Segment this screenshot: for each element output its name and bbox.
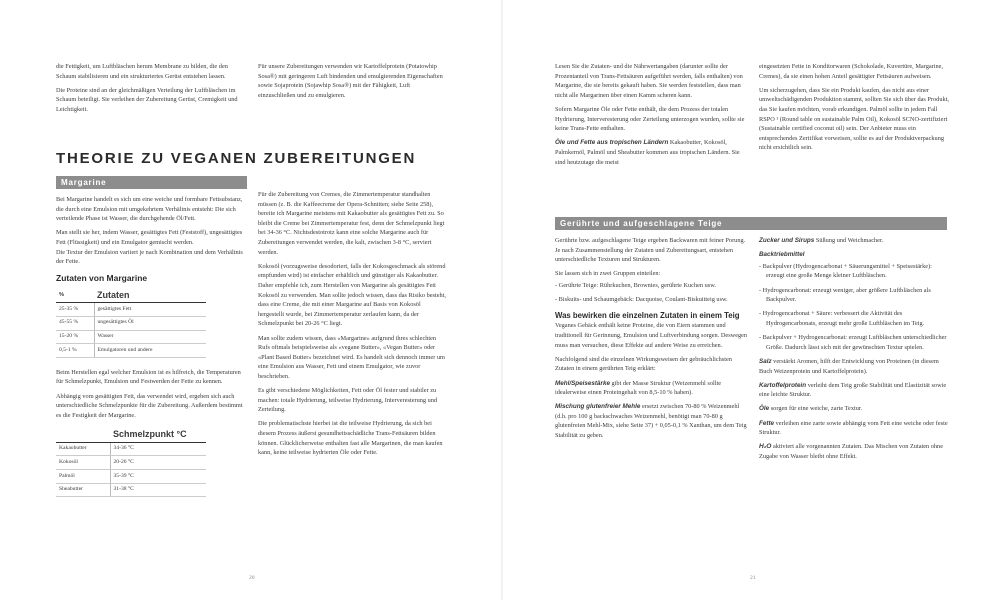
page-number: 20 bbox=[249, 575, 255, 581]
glutenfree-lead: Mischung glutenfreier Mehle bbox=[555, 403, 641, 411]
list-item: - Gerührte Teige: Rührkuchen, Brownies, gerührte Kuchen usw. bbox=[555, 281, 716, 289]
table-cell: gesättigtes Fett bbox=[94, 303, 206, 317]
paragraph bbox=[555, 379, 749, 398]
table-cell: 0,5-1 % bbox=[56, 344, 94, 358]
table-row bbox=[56, 316, 206, 330]
paragraph bbox=[759, 236, 951, 246]
paragraph bbox=[759, 381, 951, 400]
list-item: - Hydrogencarbonat + Säure: verbessert die Aktivität des Hydrogencarbonats, erzeugt mehr große Luftbläschen im Teig. bbox=[759, 310, 925, 327]
margarine-column-1 bbox=[56, 195, 249, 497]
paragraph: die Fettigkeit, um Luftbläschen herum Membrane zu bilden, die den Schaum stabilisieren und ein strukturiertes Gerüst entstehen lassen. bbox=[56, 63, 228, 80]
table-cell: Kakaobutter bbox=[56, 442, 110, 456]
paragraph: Lesen Sie die Zutaten- und die Nährwertangaben (darunter sollte der Prozentanteil von Trans-Fettsäuren aufgeführt werden, falls enthalten) von Margarine, die sie bereits gekauft haben. Sie werden feststellen, dass man nicht alle Margarinen über einen Kamm scheren kann. bbox=[555, 63, 743, 99]
ingredients-table bbox=[56, 289, 206, 358]
table-row bbox=[56, 330, 206, 344]
paragraph: eingesetzten Fette in Konditorwaren (Schokolade, Kuvertüre, Margarine, Cremes), da sie einen hohen Anteil gesättigter Fettsäuren aufweisen. bbox=[759, 63, 944, 80]
table-cell: 34-36 °C bbox=[110, 442, 206, 456]
glutenfree-text: ersetzt zwischen 70-80 % Weizenmehl (d.h. pro 100 g backschwaches Weizenmehl, benötigt man 70-80 g glutenfreien Mehl-Mix, siehe Seite 37) + 0,05-0,1 % Xanthan, um dem Teig Stabilität zu geben. bbox=[555, 403, 747, 440]
page-number: 21 bbox=[750, 575, 756, 581]
doughs-column-2 bbox=[759, 236, 951, 466]
oils-text: sorgen für eine weiche, zarte Textur. bbox=[769, 405, 863, 413]
paragraph: Sie lassen sich in zwei Gruppen einteilen: bbox=[555, 270, 661, 278]
oils-lead: Öle bbox=[759, 405, 770, 413]
paragraph: Kokosöl (vorzugsweise desodoriert, falls der Kokosgeschmack als störend empfunden wird) ist einfacher erhältlich und günstiger als Kakaobutter. Daher empfehle ich, zum Herstellen von Margarine als gesättigtes Fett Kokosöl zu verwenden. Man sollte jedoch wissen, dass das Risiko besteht, dass eine Creme, die mit einer Margarine auf Basis von Kokosöl hergestellt wurde, bei Zimmertemperatur zerlaufen kann, da der Schmelzpunkt bei 20-26 °C liegt. bbox=[258, 262, 447, 328]
doughs-section-bar: Gerührte und aufgeschlagene Teige bbox=[555, 217, 947, 230]
list-item: - Backpulver (Hydrogencarbonat + Säuerungsmittel + Speisestärke): erzeugt eine große Menge kleiner Luftbläschen. bbox=[759, 262, 932, 280]
table-cell: Wasser bbox=[94, 330, 206, 344]
tropical-fats-text: Kakaobutter, Kokosöl, Palmkernöl, Palmöl und Sheabutter kommen aus tropischen Ländern. Sie sind heutzutage die meist bbox=[555, 139, 740, 166]
table-header-ingredients: Zutaten bbox=[94, 289, 206, 303]
table-cell: 20-26 °C bbox=[110, 456, 206, 470]
potato-protein-lead: Kartoffelprotein bbox=[759, 381, 807, 389]
fats-text: verleihen eine zarte sowie abhängig vom Fett eine weiche oder feste Struktur. bbox=[759, 419, 948, 437]
ingredients-question-heading: Was bewirken die einzelnen Zutaten in einem Teig bbox=[555, 310, 740, 320]
table-row bbox=[56, 483, 206, 497]
paragraph: Man sollte zudem wissen, dass «Margarine» aufgrund ihres schlechten Rufs oftmals beispielsweise als «vegane Butter», «Vegan Butter» oder «Plant Based Butter» bezeichnet wird. Es handelt sich dennoch immer um eine Emulsion aus Wasser, Fett und einem Emulgator, wie zuvor beschrieben. bbox=[258, 334, 445, 380]
table-row bbox=[56, 344, 206, 358]
table-row bbox=[56, 470, 206, 484]
table-cell: Kokosöl bbox=[56, 456, 110, 470]
table-cell: 45-55 % bbox=[56, 316, 94, 330]
intro-column-2 bbox=[258, 62, 448, 105]
potato-protein-text: verleiht dem Teig große Stabilität und Elastizität sowie eine leichte Struktur. bbox=[759, 381, 947, 399]
list-item: - Biskuits- und Schaumgebäck: Dacquoise, Coulant-Biskuitteig usw. bbox=[555, 296, 728, 304]
paragraph: Die Proteine sind an der gleichmäßigen Verteilung der Luftbläschen im Schaum beteiligt. Sie verleihen der Zubereitung Gerüst, Cremigkeit und Leichtigkeit. bbox=[56, 86, 238, 113]
ingredients-question-text: Veganes Gebäck enthält keine Proteine, die von Eiern stammen und traditionell für Gerinnung, Emulsion und Luftverbindung sorgen. Deswegen muss man versuchen, diese Effekte auf andere Weise zu erreichen. bbox=[555, 322, 748, 349]
paragraph: Für unsere Zubereitungen verwenden wir Kartoffelprotein (Potatowhip Sosa®) mit geringeren Luft bindenden und emulgierenden Eigenschaften sowie Sojaprotein (Sojawhip Sosa®) mit der Fähigkeit, Luft einzuschließen und zu emulgieren. bbox=[258, 63, 443, 99]
paragraph: Beim Herstellen egal welcher Emulsion ist es hilfreich, die Temperaturen für Schmelzpunkt, Emulsion und Festwerden der Fette zu kennen. bbox=[56, 368, 241, 386]
right-column-2 bbox=[759, 62, 951, 158]
table-cell: 35-39 °C bbox=[110, 470, 206, 484]
table-row bbox=[56, 442, 206, 456]
paragraph: Die Textur der Emulsion variiert je nach Kombination und dem Verhältnis der Fette. bbox=[56, 248, 243, 266]
paragraph: Sofern Margarine Öle oder Fette enthält, die dem Prozess der totalen Hydrierung, Interveresterung oder Zerteilung unterzogen wurden, sollte sie keine Trans-Fette enthalten. bbox=[555, 105, 745, 133]
right-column-1 bbox=[555, 62, 749, 172]
left-page bbox=[0, 0, 502, 600]
paragraph: Um sicherzugehen, dass Sie ein Produkt kaufen, das nicht aus einer umweltschädigenden Produktion stammt, sollten Sie sich über das Produkt, das Sie kaufen möchten, vorab erkundigen. Palmöl sollte in jedem Fall RSPO ¹ (Round table on sustainable Palm Oil), Kokosöl SCNO-zertifiziert (Sustainable certified coconut oil) sein. Der Anbieter muss ein entsprechendes Zertifikat vorweisen, sollte es auf der Produktverpackung nicht ersichtlich sein. bbox=[759, 86, 949, 152]
list-item: - Hydrogencarbonat: erzeugt weniger, aber größere Luftbläschen als Backpulver. bbox=[759, 286, 931, 304]
paragraph bbox=[555, 311, 749, 350]
paragraph bbox=[759, 404, 951, 414]
salt-lead: Salz bbox=[759, 357, 772, 365]
doughs-column-1 bbox=[555, 236, 749, 445]
water-lead: H₂O bbox=[759, 443, 772, 451]
list-item: - Backpulver + Hydrogencarbonat: erzeugt Luftbläschen unterschiedlicher Größe. Dadurch lässt sich mit der gewünschten Textur spielen. bbox=[759, 334, 947, 351]
margarine-section-bar: Margarine bbox=[56, 176, 247, 189]
paragraph bbox=[555, 402, 749, 440]
table-row bbox=[56, 303, 206, 317]
flour-text: gibt der Masse Struktur (Weizenmehl sollte idealerweise einen Proteingehalt von 8,5-10 % haben). bbox=[555, 379, 722, 397]
leavening-heading bbox=[759, 250, 951, 260]
table-cell: 25-35 % bbox=[56, 303, 94, 317]
table-header-melting-point: Schmelzpunkt °C bbox=[110, 428, 206, 442]
table-cell: ungesättigtes Öl bbox=[94, 316, 206, 330]
table-cell: Sheabutter bbox=[56, 483, 110, 497]
intro-column-1 bbox=[56, 62, 249, 119]
tropical-fats-lead: Öle und Fette aus tropischen Ländern bbox=[555, 139, 669, 147]
paragraph: Für die Zubereitung von Cremes, die Zimmertemperatur standhalten müssen (z. B. die Kaffeecreme der Opera-Schnitten; siehe Seite 258), bereite ich Margarine meistens mit Kakaobutter als gesättigtes Fett zu. So bleibt die Creme bei Zimmertemperatur fest, denn der Schmelzpunkt liegt bei 34-36 °C. Nichtsdestotrotz kann eine solche Margarine auch für Zubereitungen verwendet werden, die kalt, zwischen 3-8 °C, serviert werden. bbox=[258, 191, 445, 256]
table-header-fat bbox=[56, 428, 110, 442]
paragraph bbox=[555, 138, 749, 167]
fats-lead: Fette bbox=[759, 419, 775, 427]
table-row bbox=[56, 456, 206, 470]
paragraph bbox=[759, 419, 951, 438]
paragraph bbox=[759, 442, 951, 461]
sugar-text: Süßung und Weichmacher. bbox=[814, 237, 884, 244]
sugar-lead: Zucker und Sirups bbox=[759, 237, 815, 244]
water-text: aktiviert alle vorgenannten Zutaten. Das Mischen von Zutaten ohne Zugabe von Wasser bleibt ohne Effekt. bbox=[759, 443, 944, 461]
paragraph: Nachfolgend sind die einzelnen Wirkungsweisen der gebräuchlichsten Zutaten in einem gerührten Teig erklärt: bbox=[555, 355, 732, 373]
right-page bbox=[503, 0, 1005, 600]
table-cell: Emulgatoren und andere bbox=[94, 344, 206, 358]
paragraph: Abhängig vom gesättigten Fett, das verwendet wird, ergeben sich auch unterschiedliche Schmelzpunkte für die Zubereitung. Außerdem bestimmt es die Festigkeit der Margarine. bbox=[56, 392, 243, 419]
paragraph: Die problematischste hierbei ist die teilweise Hydrierung, da sich bei diesem Prozess äußerst gesundheitsschädliche Trans-Fettsäuren bilden können. Glücklicherweise enthalten fast alle Margarinen, die man kaufen kann, keine teilweise hydrierten Öle oder Fette. bbox=[258, 420, 443, 457]
margarine-column-2 bbox=[258, 190, 448, 462]
paragraph: Es gibt verschiedene Möglichkeiten, Fett oder Öl fester und stabiler zu machen: totale Hydrierung, teilweise Hydrierung, Interveresterung und Zerteilung. bbox=[258, 387, 438, 414]
table-cell: 31-38 °C bbox=[110, 483, 206, 497]
ingredients-table-title: Zutaten von Margarine bbox=[56, 272, 148, 283]
salt-text: verstärkt Aromen, hilft der Entwicklung von Proteinen (in diesem Buch Weizenprotein und Kartoffelprotein). bbox=[759, 357, 939, 375]
leavening-lead: Backtriebmittel bbox=[759, 251, 805, 259]
paragraph bbox=[759, 357, 951, 376]
paragraph: Gerührte bzw. aufgeschlagene Teige ergeben Backwaren mit feiner Porung. Je nach Zusammenstellung der Zutaten und Zubereitungsart, entstehen unterschiedliche Texturen und Strukturen. bbox=[555, 237, 746, 264]
table-header-percent: % bbox=[56, 289, 94, 303]
flour-lead: Mehl/Speisestärke bbox=[555, 379, 610, 387]
section-title: THEORIE ZU VEGANEN ZUBEREITUNGEN bbox=[56, 150, 417, 167]
table-cell: Palmöl bbox=[56, 470, 110, 484]
paragraph: Bei Margarine handelt es sich um eine weiche und formbare Fettsubstanz, die durch eine Emulsion mit umgekehrtem Verhältnis entsteht: Die sich verteilende Phase ist Wasser, die durchgehende Öl/Fett. bbox=[56, 196, 243, 223]
melting-point-table bbox=[56, 428, 206, 497]
table-cell: 15-20 % bbox=[56, 330, 94, 344]
paragraph: Man stellt sie her, indem Wasser, gesättigtes Fett (Feststoff), ungesättigtes Fett (Flüssigkeit) und ein Emulgator gemischt werden. bbox=[56, 229, 243, 246]
